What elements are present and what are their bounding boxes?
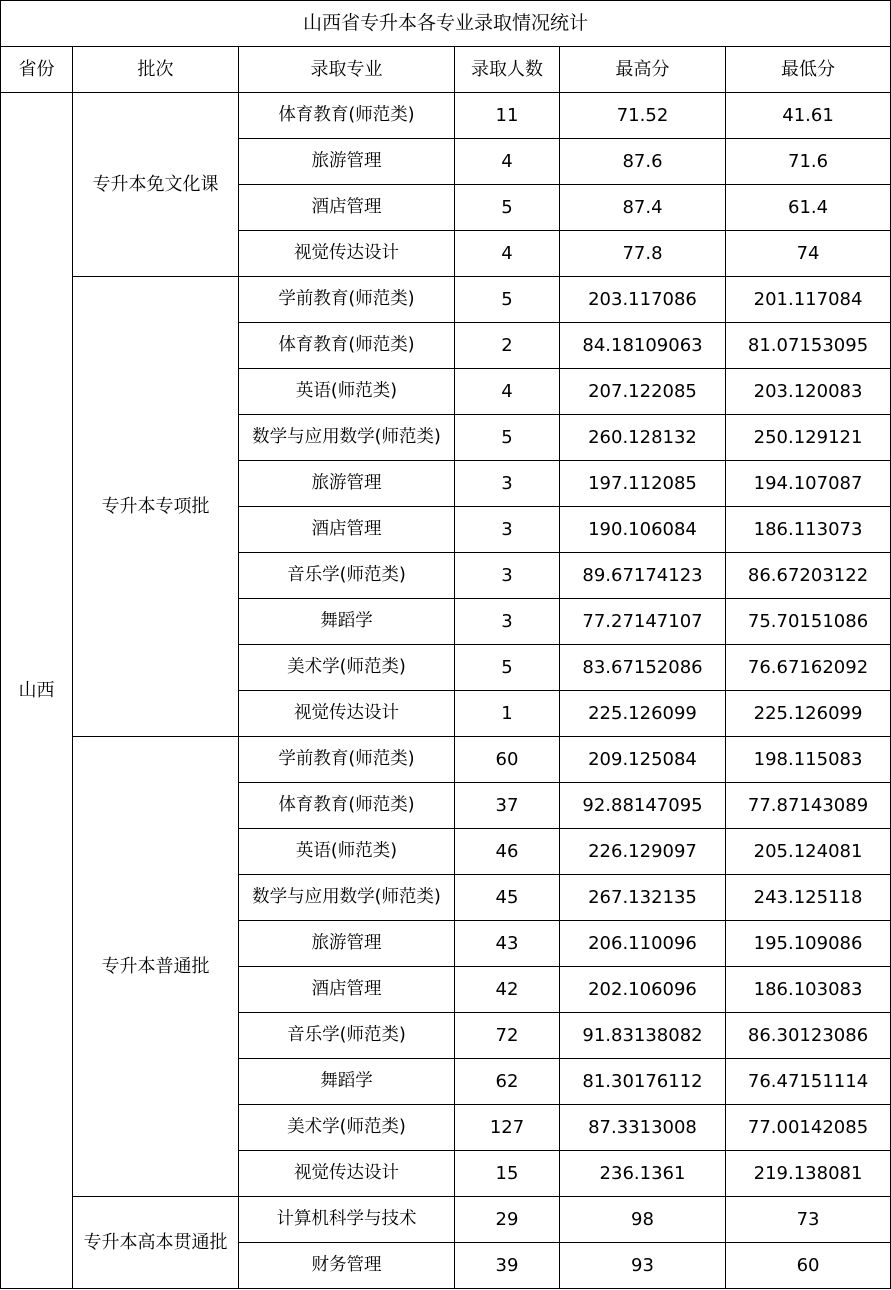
count-cell: 3 (455, 553, 560, 599)
province-cell: 山西 (1, 93, 73, 1289)
major-cell: 旅游管理 (239, 921, 455, 967)
major-cell: 舞蹈学 (239, 1059, 455, 1105)
count-cell: 5 (455, 277, 560, 323)
major-cell: 美术学(师范类) (239, 645, 455, 691)
major-cell: 体育教育(师范类) (239, 93, 455, 139)
major-cell: 英语(师范类) (239, 829, 455, 875)
count-cell: 3 (455, 507, 560, 553)
header-min-score: 最低分 (726, 47, 891, 93)
table-body (1, 1, 891, 1289)
min-score-cell: 74 (726, 231, 891, 277)
count-cell: 37 (455, 783, 560, 829)
max-score-cell: 207.122085 (560, 369, 726, 415)
max-score-cell: 98 (560, 1197, 726, 1243)
min-score-cell: 203.120083 (726, 369, 891, 415)
count-cell: 5 (455, 185, 560, 231)
count-cell: 3 (455, 599, 560, 645)
batch-cell: 专升本专项批 (73, 277, 239, 737)
major-cell: 数学与应用数学(师范类) (239, 875, 455, 921)
batch-cell: 专升本普通批 (73, 737, 239, 1197)
max-score-cell: 209.125084 (560, 737, 726, 783)
count-cell: 127 (455, 1105, 560, 1151)
max-score-cell: 93 (560, 1243, 726, 1289)
header-count: 录取人数 (455, 47, 560, 93)
major-cell: 学前教育(师范类) (239, 737, 455, 783)
max-score-cell: 71.52 (560, 93, 726, 139)
max-score-cell: 202.106096 (560, 967, 726, 1013)
min-score-cell: 186.103083 (726, 967, 891, 1013)
min-score-cell: 86.30123086 (726, 1013, 891, 1059)
major-cell: 体育教育(师范类) (239, 323, 455, 369)
max-score-cell: 87.4 (560, 185, 726, 231)
min-score-cell: 250.129121 (726, 415, 891, 461)
count-cell: 46 (455, 829, 560, 875)
batch-cell: 专升本高本贯通批 (73, 1197, 239, 1289)
major-cell: 旅游管理 (239, 139, 455, 185)
table-row (1, 277, 891, 323)
max-score-cell: 77.27147107 (560, 599, 726, 645)
major-cell: 数学与应用数学(师范类) (239, 415, 455, 461)
min-score-cell: 61.4 (726, 185, 891, 231)
max-score-cell: 81.30176112 (560, 1059, 726, 1105)
table-row (1, 737, 891, 783)
major-cell: 体育教育(师范类) (239, 783, 455, 829)
count-cell: 3 (455, 461, 560, 507)
major-cell: 视觉传达设计 (239, 691, 455, 737)
count-cell: 29 (455, 1197, 560, 1243)
table-row (1, 1197, 891, 1243)
title-row (1, 1, 891, 47)
min-score-cell: 243.125118 (726, 875, 891, 921)
min-score-cell: 201.117084 (726, 277, 891, 323)
max-score-cell: 89.67174123 (560, 553, 726, 599)
max-score-cell: 83.67152086 (560, 645, 726, 691)
min-score-cell: 73 (726, 1197, 891, 1243)
count-cell: 15 (455, 1151, 560, 1197)
max-score-cell: 260.128132 (560, 415, 726, 461)
min-score-cell: 41.61 (726, 93, 891, 139)
max-score-cell: 77.8 (560, 231, 726, 277)
header-max-score: 最高分 (560, 47, 726, 93)
max-score-cell: 91.83138082 (560, 1013, 726, 1059)
table-title: 山西省专升本各专业录取情况统计 (1, 1, 891, 47)
header-province: 省份 (1, 47, 73, 93)
min-score-cell: 81.07153095 (726, 323, 891, 369)
max-score-cell: 197.112085 (560, 461, 726, 507)
min-score-cell: 60 (726, 1243, 891, 1289)
min-score-cell: 186.113073 (726, 507, 891, 553)
major-cell: 酒店管理 (239, 967, 455, 1013)
max-score-cell: 190.106084 (560, 507, 726, 553)
batch-cell: 专升本免文化课 (73, 93, 239, 277)
major-cell: 音乐学(师范类) (239, 1013, 455, 1059)
major-cell: 酒店管理 (239, 507, 455, 553)
major-cell: 美术学(师范类) (239, 1105, 455, 1151)
major-cell: 音乐学(师范类) (239, 553, 455, 599)
min-score-cell: 219.138081 (726, 1151, 891, 1197)
major-cell: 视觉传达设计 (239, 1151, 455, 1197)
count-cell: 72 (455, 1013, 560, 1059)
min-score-cell: 75.70151086 (726, 599, 891, 645)
count-cell: 5 (455, 415, 560, 461)
max-score-cell: 84.18109063 (560, 323, 726, 369)
max-score-cell: 92.88147095 (560, 783, 726, 829)
table-row (1, 93, 891, 139)
major-cell: 舞蹈学 (239, 599, 455, 645)
max-score-cell: 225.126099 (560, 691, 726, 737)
max-score-cell: 267.132135 (560, 875, 726, 921)
count-cell: 45 (455, 875, 560, 921)
count-cell: 2 (455, 323, 560, 369)
min-score-cell: 194.107087 (726, 461, 891, 507)
major-cell: 计算机科学与技术 (239, 1197, 455, 1243)
count-cell: 11 (455, 93, 560, 139)
count-cell: 60 (455, 737, 560, 783)
min-score-cell: 71.6 (726, 139, 891, 185)
min-score-cell: 77.00142085 (726, 1105, 891, 1151)
major-cell: 旅游管理 (239, 461, 455, 507)
count-cell: 62 (455, 1059, 560, 1105)
max-score-cell: 87.6 (560, 139, 726, 185)
min-score-cell: 86.67203122 (726, 553, 891, 599)
major-cell: 视觉传达设计 (239, 231, 455, 277)
max-score-cell: 206.110096 (560, 921, 726, 967)
count-cell: 43 (455, 921, 560, 967)
header-batch: 批次 (73, 47, 239, 93)
min-score-cell: 76.67162092 (726, 645, 891, 691)
count-cell: 5 (455, 645, 560, 691)
count-cell: 39 (455, 1243, 560, 1289)
count-cell: 4 (455, 231, 560, 277)
count-cell: 1 (455, 691, 560, 737)
count-cell: 4 (455, 139, 560, 185)
major-cell: 酒店管理 (239, 185, 455, 231)
major-cell: 学前教育(师范类) (239, 277, 455, 323)
max-score-cell: 87.3313008 (560, 1105, 726, 1151)
min-score-cell: 195.109086 (726, 921, 891, 967)
max-score-cell: 236.1361 (560, 1151, 726, 1197)
major-cell: 财务管理 (239, 1243, 455, 1289)
count-cell: 4 (455, 369, 560, 415)
header-row (1, 47, 891, 93)
min-score-cell: 77.87143089 (726, 783, 891, 829)
min-score-cell: 225.126099 (726, 691, 891, 737)
max-score-cell: 226.129097 (560, 829, 726, 875)
header-major: 录取专业 (239, 47, 455, 93)
min-score-cell: 198.115083 (726, 737, 891, 783)
max-score-cell: 203.117086 (560, 277, 726, 323)
count-cell: 42 (455, 967, 560, 1013)
min-score-cell: 205.124081 (726, 829, 891, 875)
min-score-cell: 76.47151114 (726, 1059, 891, 1105)
major-cell: 英语(师范类) (239, 369, 455, 415)
